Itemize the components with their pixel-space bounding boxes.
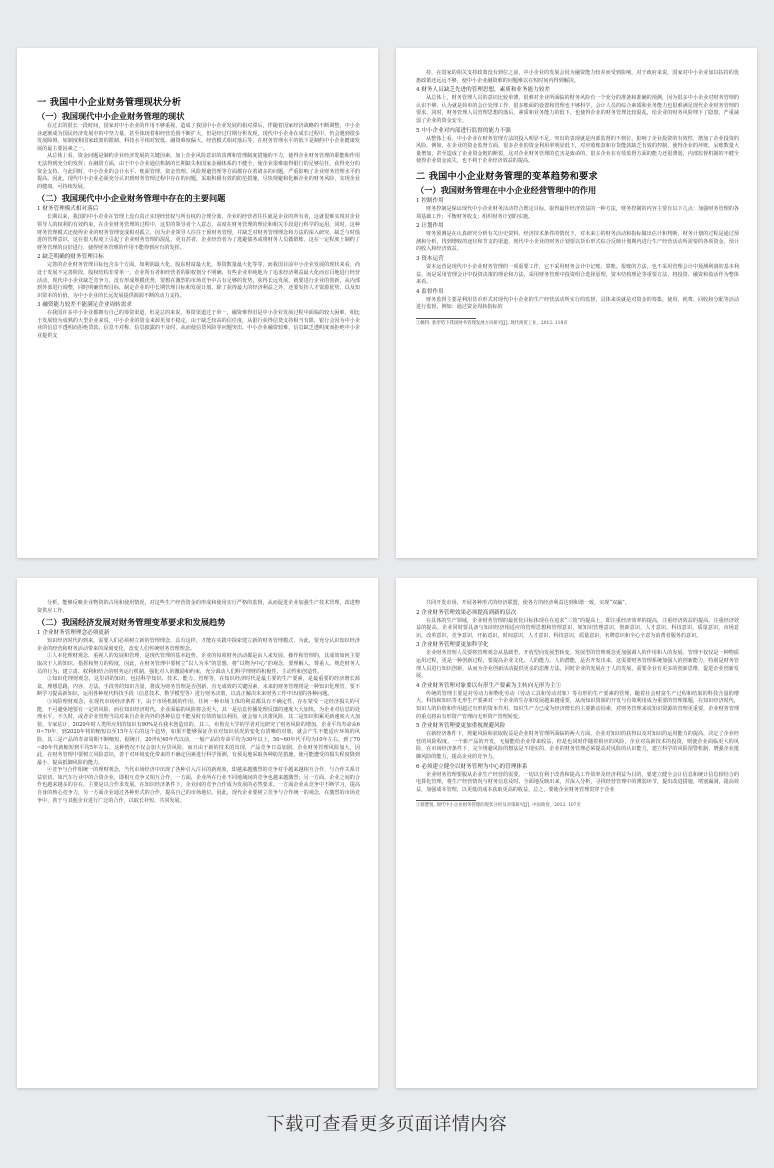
item-heading: 4 企业财务管理对象要以有形生产要素为主转向无形为主①: [416, 682, 562, 689]
item-heading: 4 监督作用: [416, 288, 444, 295]
footnote-rule: [416, 800, 476, 801]
item-heading: 3 资本运营: [416, 255, 444, 262]
paragraph: ③风险理财观念，在现代市场经济条件下，由于市场机制的作用，任何一种市场主体的利益都具有不确定性，存在蒙受一定经济损失的可能，不可避免地要有一定的风险，而在知识经济时代，企业面临的风险将会更大，其一是信息传播处理反馈的速度大大加快，为企业对信息的处理水平，不久时，或者企业管理当局对来自企业内外的各种信息不能及时有效的加以利用，就会加大决策风险，其二是知识积累更新速度大大加快，专家估计，2020年时人类所应用的知识有90%是在我未创造出的。其三，布鲁克大学的学者对比研究了财务风险的增加，企业平均寿命从60~70年，到2020年将的缩短以至15年左右的这个趋势，如果不能够保证企业对知识状况的变化有清晰的对策，就会产生不能适应环境的风险，其三是产品的寿命周期不断缩短，据统计，20世纪40年代以前，一般产品的寿命平均为30年以上，50~60年代平均为10年左右，到了70~80年代就缩短到平均5年左右。这种情况不仅会加大存货风险，而且由于新的技术的出现，产品竞争日益加剧，企业财务管理风险加大，因此，在财务管理中要树立风险意识，善于对环境变化带来的不确定因素进行科学预测，有预见地采取各种防范措施，使可能遭受的损失程度降到最小，提高抵御风险的能力。: [37, 698, 360, 766]
paragraph: ②知识化理财观念，这里讲的知识，包括科学知识、技术、能力、管理等，在知识经济时代是最主要的生产要素，是最重要的经济增长源泉，理想思路，内容，方法，手段等的知识含量，将成为财务管理是否创新，有无成效的关键因素，未来的财务管理将是一种知识化理管，要不断学习提高新知识，运用各种现代科技手段（信息技术、数学模型等）进行财务决策，以真正解决未来财务工作中出现的各种问题。: [37, 676, 360, 698]
section-heading: 二 我国中小企业财务管理的变革趋势和要求: [416, 170, 598, 182]
paragraph: 分析，能够反映企业物资的占用和使用情况，对这些生产经营资金的形成和使用实行严格的监督，从而促进企业加强生产技术管理，改进物资供应工作。: [37, 600, 360, 614]
item-heading: 1 企业财务管理理念必须更新: [37, 630, 110, 637]
paragraph: 知识经济时代的到来，需要人们必须树立新的管理理念，具有这样，才能在实践中探索建立新的财务管理模式，为此，要充分认识知识经济企业的经营和财务活动带来的深刻变化，改变人们传统财务管理理念。: [37, 638, 360, 652]
document-page-2: [396, 48, 757, 558]
paragraph: 长期以来，我国的中小企业在管理上没有真正实现经营权与所有权的合理分离，企业的经营者往往就是企业的所有者，这就很难实现对企业领导人的权利的有效约束，在企业财务管理的过程中，这里的领导者个人意志，高度在财务管理的理论和相关手段进行科学的运用。同时，这种财务管理模式还使得企业的财务管理变成相对孤立，因为企业领导人往往干预财务管理，并缺乏对财务管理理念和方法的深入研究，缺乏与时俱进的管理意识，这在很大程度上引起了企业财务管理的混乱，更有甚者，企业经营者为了逃避债务或将财务人员做假账，这在一定程度上制约了财务管理的良好进行，使得财务管理的作用不能得到应有的发挥。: [37, 214, 360, 251]
item-heading: 2 计划作用: [416, 223, 444, 230]
footnote: ①姚特. 新形势下我国财务管理发展方向研究[J]. 现代商贸工业，2012. 118页: [416, 320, 568, 326]
subsection-heading: （二）我国经济发展对财务管理变革要求和发展趋势: [37, 617, 226, 628]
item-heading: 3 融资能力较差不能满足企业周转需求: [37, 302, 132, 309]
document-page-3: [17, 578, 378, 1088]
paragraph: 传统的管理主要是对劳动力和物化劳动（劳动工具和劳动对象）等有形的生产要素的管理，随着社会财富生产过程和结果的科技含量的增大，科技和知识等无形生产要素对一个企业的生存和发展越来越重要，从而知识资源的开发与有效利用成为重要的管理课题，在知识经济时代，知识人的价值和作用超过有形的资本作用，知识生产力已成为经济增长的主要推动因素，对财务管理来说知识资源的管理更重要，企业财务管理的重点将由有形资产管理向无形资产管理转变。: [416, 690, 739, 720]
download-more-caption[interactable]: 下载可查看更多页面详情内容: [266, 1114, 508, 1135]
paragraph: 从整体上看，中小企业在财务管理方法的投入明显不足，突出的表现就是内部监督的不到位，影响了企业投资的有效性，增加了企业投资的风险。例如，在企业的资金监督方面，很多企业的资金利用率明显低下，对应收账款和存货能款缺乏有效的控制，使得企业的坏账、呆账数量大量增加，甚至造成了企业资金链的断裂，这对企业财务管理的危害是致命的，很多企业在有效监督方面的能力还很薄弱，内部监督机制的不健全使得企业资金流失，也不利于企业经济效益的提高。: [416, 135, 739, 165]
subsection-heading: （二）我国现代中小企业财务管理中存在的主要问题: [37, 193, 226, 204]
item-heading: 1 控制作用: [416, 197, 444, 204]
document-page-4: [396, 578, 757, 1088]
paragraph: 企业财务管理人员要将管理观念从基础型、开放型向发展型转变。发展型的管理观念更加强调人的作用和人的发展，管理不仅仅是一种物质运用过程，更是一种创新过程，要提高企业文化、人的能力、人的潜能，是否开发出来，这需要财务管理系统加强人的创新能力，特别是财务管理人员进行知识创新，从而为企业创新活动提供更多的思维方法，同时企业的发展在于人的发展，需要企业有更多的创新思维，促进企业创新发展。: [416, 650, 739, 680]
footnote: ①蔡楚悦. 现代中小企业财务管理的现状分析及对策研究[J]. 中国商贸，2012. 107页: [416, 803, 581, 809]
paragraph: ④竞争与合作相统一的理财观念，当代市场经济中出现了各种引入注目的新现象，即越来越激烈的竞争对手越来越相互合作，与合作关系日益密切。如汽车行业中的合资企业，即相互竞争又相互合作，一方面，企业所在行业不同地域间的竞争也越来越激烈；另一方面，企业之间的合作也越来越多的存在。主要是以合作求发展。在知识经济条件下，企业间的竞争合作成为发展的必然要求。一方面企业从竞争中不断学习，提高自身的核心竞争力，另一方面企业通过各种形式的合作，提高自己的市场地位。因此，现代企业要树立竞争与合作统一的观念，在激烈的市场竞争中，善于与其他企业进行广泛的合作，以取长补短，共同发展。: [37, 767, 360, 804]
paragraph: 在具体的生产领域，企业财务管理的最优化目标体现在在追求“三效”的提高上，即注重经济效率的提高，注重经济效益的提高，注重经济效益的提高。企业同时要具备与知识经济相适应的管理思想和管理意识，如知识管理意识，创新意识，人才意识，科技意识，质量意识，市场意识，改革意识，竞争意识，开拓意识，时间意识，人才意识，科技意识，质量意识，名牌意识和全心全意为消费者服务的意识。: [416, 617, 739, 639]
paragraph: 财务预测是在认真研究分析有关历史资料、经济技术条件的情况下，对未来①的财务活动和指标做出估计和判断，财务计划的过程是通过预测和分析，找到增收的途径和节支的渠道，现代中小企业的财务计划要以货币形式综合反映计划期内进行生产经营活动所需要的各项资金、预计的收入和经济效益。: [416, 231, 739, 253]
paragraph: 资本运营是现代中小企业财务管理的一项重要工作，它不采用财务会计中记账、算账、报账的方法，也不采用管理会计中预测利润的基本利益，而是采用管理会计中投资决策的理论和方法，采用财务管理中投资组合选择原理，资本结构理论等重要方法，将投资、融资和盈活作为整体来看。: [416, 263, 739, 286]
subsection-heading: （一）我国财务管理在中小企业经营管理中的作用: [416, 184, 597, 195]
item-heading: 2 企业财务管理效果必须提高到新的层次: [416, 609, 517, 616]
document-page-1: [17, 48, 378, 558]
section-heading: 一 我国中小企业财务管理现状分析: [37, 97, 182, 108]
paragraph: 在新经济条件下，规避风险和获取收益是企业财务管理所面临的两大方面，企业对知识的获得以及对知识的运用能力的提高，决定了企业经营的风险程度，一个新产品的开发，无疑能给企业带来收益，但是也同时伴随着相应的风险，企业对高新技术的投资，则使企业面临更大的风险，在市场经济条件下，完全规避风险的想法是不现实的，企业的财务管理必须提高对风险的认识能力，建立科学的风险预警机制，增强企业抵御风险的能力，提高企业的竞争力。: [416, 731, 739, 760]
item-heading: 6 必须建立健全以财务管理为中心的管理体系: [416, 763, 528, 770]
paragraph: 企业财务管理要服从企业生产经营的需要，一切以有利于改善和提高工作效率及经济利益为目的，要建立健全会计信息和统计信息相结合的电算化管理，将生产经营情况与财务信息及时、全面地反映出来，并深入分析，寻找经营管理中的薄弱环节，提出改进措施，堵塞漏洞，提高效益，加强成本管理，以更低的成本获取更高的收益，总之，要使企业财务管理贯穿于企业: [416, 771, 739, 793]
paragraph: 从总体上看，资金问题是制约企业经济发展的关键因素，加上企业风险意识的淡薄和管理制度措施的不力，使得企业财务管理的职能和作用无法得到充分的发挥；在融资方面，由于中小企业通信机制的长期缺失和国家金融体系的不健全，使企业很难取得银行的足够信任，获得充分的资金支持，与此同时，中小企业的会计水平、账面管理、资金管理、风险规避管理等方面都存在着诸多的问题，严重影响了企业财务管理水平的提高。因此，现代中小企业必须充分认识到财务管理过程中存在的问题，采取积极有效的防范措施，尽快规避和化解企业的财务风险，实现企业的健康、可持续发展。: [37, 153, 360, 190]
item-heading: 5 企业财务管理要更加重视规避风险: [416, 723, 506, 730]
paragraph: 从总体上，财务管理人员的意识比较单薄，很难对企业所面临的财务风险有一个充分的准备和准确的预测，因为很多中小企业对财务管理的认识不够，认为就是简单的会计处理工作，很多账面的设置和管理也不够科学，会计人员的综合素质和业务能力也很难满足现代企业财务管理的要求，同时，财务管理人员管理思想的落后，素质和业务能力的低下，也使得企业的财务管理比较混乱，给企业的财务风险埋下了隐患，严重减弱了企业的资金安全。: [416, 95, 739, 124]
paragraph: 在我国许多中小企业都拥有自己的筹资渠道，但是总的来说，筹资渠道过于单一，融资难得旧是中小企业发展过程中面临的较大困难，相比于发展较为成熟的大型企业来说，中小企业的资金来源更加不稳定，由于缺乏较高的信任度，从银行获得信贷支持相当有限，银行会因为中小企业的信息不透明而拒绝贷款，信息不对称，信息披露的不及时，从而使信贷风险等问题突出，中小企业融资较难，信息缺乏透明度而拒绝中小企业提供支: [37, 310, 360, 340]
item-heading: 1 财务管理模式相对落后: [37, 206, 99, 213]
paragraph: 在过去的很长一段时间，国家对中小企业的作用不够重视，造成了我国中小企业发展的相对滞后，伴随着国家经济战略的不断调整，中小企业逐渐成为国民经济发展中的中坚力量，甚至体现着和经营范围不断扩大，但是经过付期分析发现，现代中小企业在成长过程中，仍会遇到很多发展障碍，如制度和国家政策的限制、科技水平相对较低、融资难度偏大、经营模式相对落后等，在财务管理水平的低下是制约中小企业健康发展的最主要因素之一。: [37, 123, 360, 152]
item-heading: 4 财务人员缺乏先进的管理思想，素质和业务能力较差: [416, 87, 550, 94]
paragraph: 共同开发市场，开展各种形式的经济联盟，使各方的经济利益达到和谐一致，实现“双赢”。: [426, 600, 630, 606]
paragraph: 完善的企业财务管理目标包含多个方面，如利润最大化、股东财富最大化、筹资数量最大化等等，而我国目前中小企业发展的现状来看，尚处于发展不完善阶段，股权结构非常单一，企业所有者和经营者的职权划分不明确，有些企业单纯地为了追求经济利益最大化而盲目地进行经营活动，现代中小企业缺乏竞争力，没有形成规模优势，要想在激烈的市场竞争中占有足够的优势，获得长远发展，就要进行企业的创新，从内部到外部进行调整，同时明确管理目标，制定企业的中长期管理目标和发展计划，除了获得最大的经济利益之外，还要发挥人才资源优势，以及知识资本的价值，为中小企业的长远发展提供源源不断的动力支持。: [37, 262, 360, 299]
item-heading: 3 企业财务管理要更加科学化: [416, 642, 489, 649]
subsection-heading: （一）我国现代中小企业财务管理的现状: [37, 111, 185, 121]
paragraph: 持，在国家的相关支持政策没有到位之前，中小企业的发展会因为融资能力较差而受到影响，对于政府来说，国家对中小企业加以扶持的优惠政策还远远不够，使中小企业融资难的问题难以在短时间内得到解决。: [416, 70, 739, 84]
item-heading: 2 缺乏明确的财务管理目标: [37, 254, 104, 261]
paragraph: 财务控制是保证现代中小企业财务活动符合既定目标，取得最佳经济效益的一种方法，财务控制的内容主要有以下几点：加强财务管理的各项基础工作；平衡财务收支；组织财务计划的实施。: [416, 205, 739, 220]
paragraph: 财务监督主要是利用货币形式对现代中小企业的生产经营活动所实行的监督，具体来说就是对资金的筹集、使用、耗费、回收和分配等活动进行监督。例如：通过资金周转指标的: [416, 296, 739, 311]
paragraph: ①人本化理财观念，重视人的发展和管理，是现代管理的基本趋势。企业的每项财务活动都是由人来发展、操作和管理的，其成效如何主要取决于人的知识、指挥和努力的程度，因此，在财务管理中要树立“以人为本”的思想，将“以物为中心”的观念，要理解人、尊重人、规范财务人员的行为，建立责、权利和结合的财务运行机制，强化对人的激励和约束，充分调动人们科学理财的积极性、主动性和创造性。: [37, 653, 360, 675]
item-heading: 5 中小企业对内部进行监督的能力不强: [416, 127, 511, 134]
footnote-rule: [416, 318, 476, 319]
